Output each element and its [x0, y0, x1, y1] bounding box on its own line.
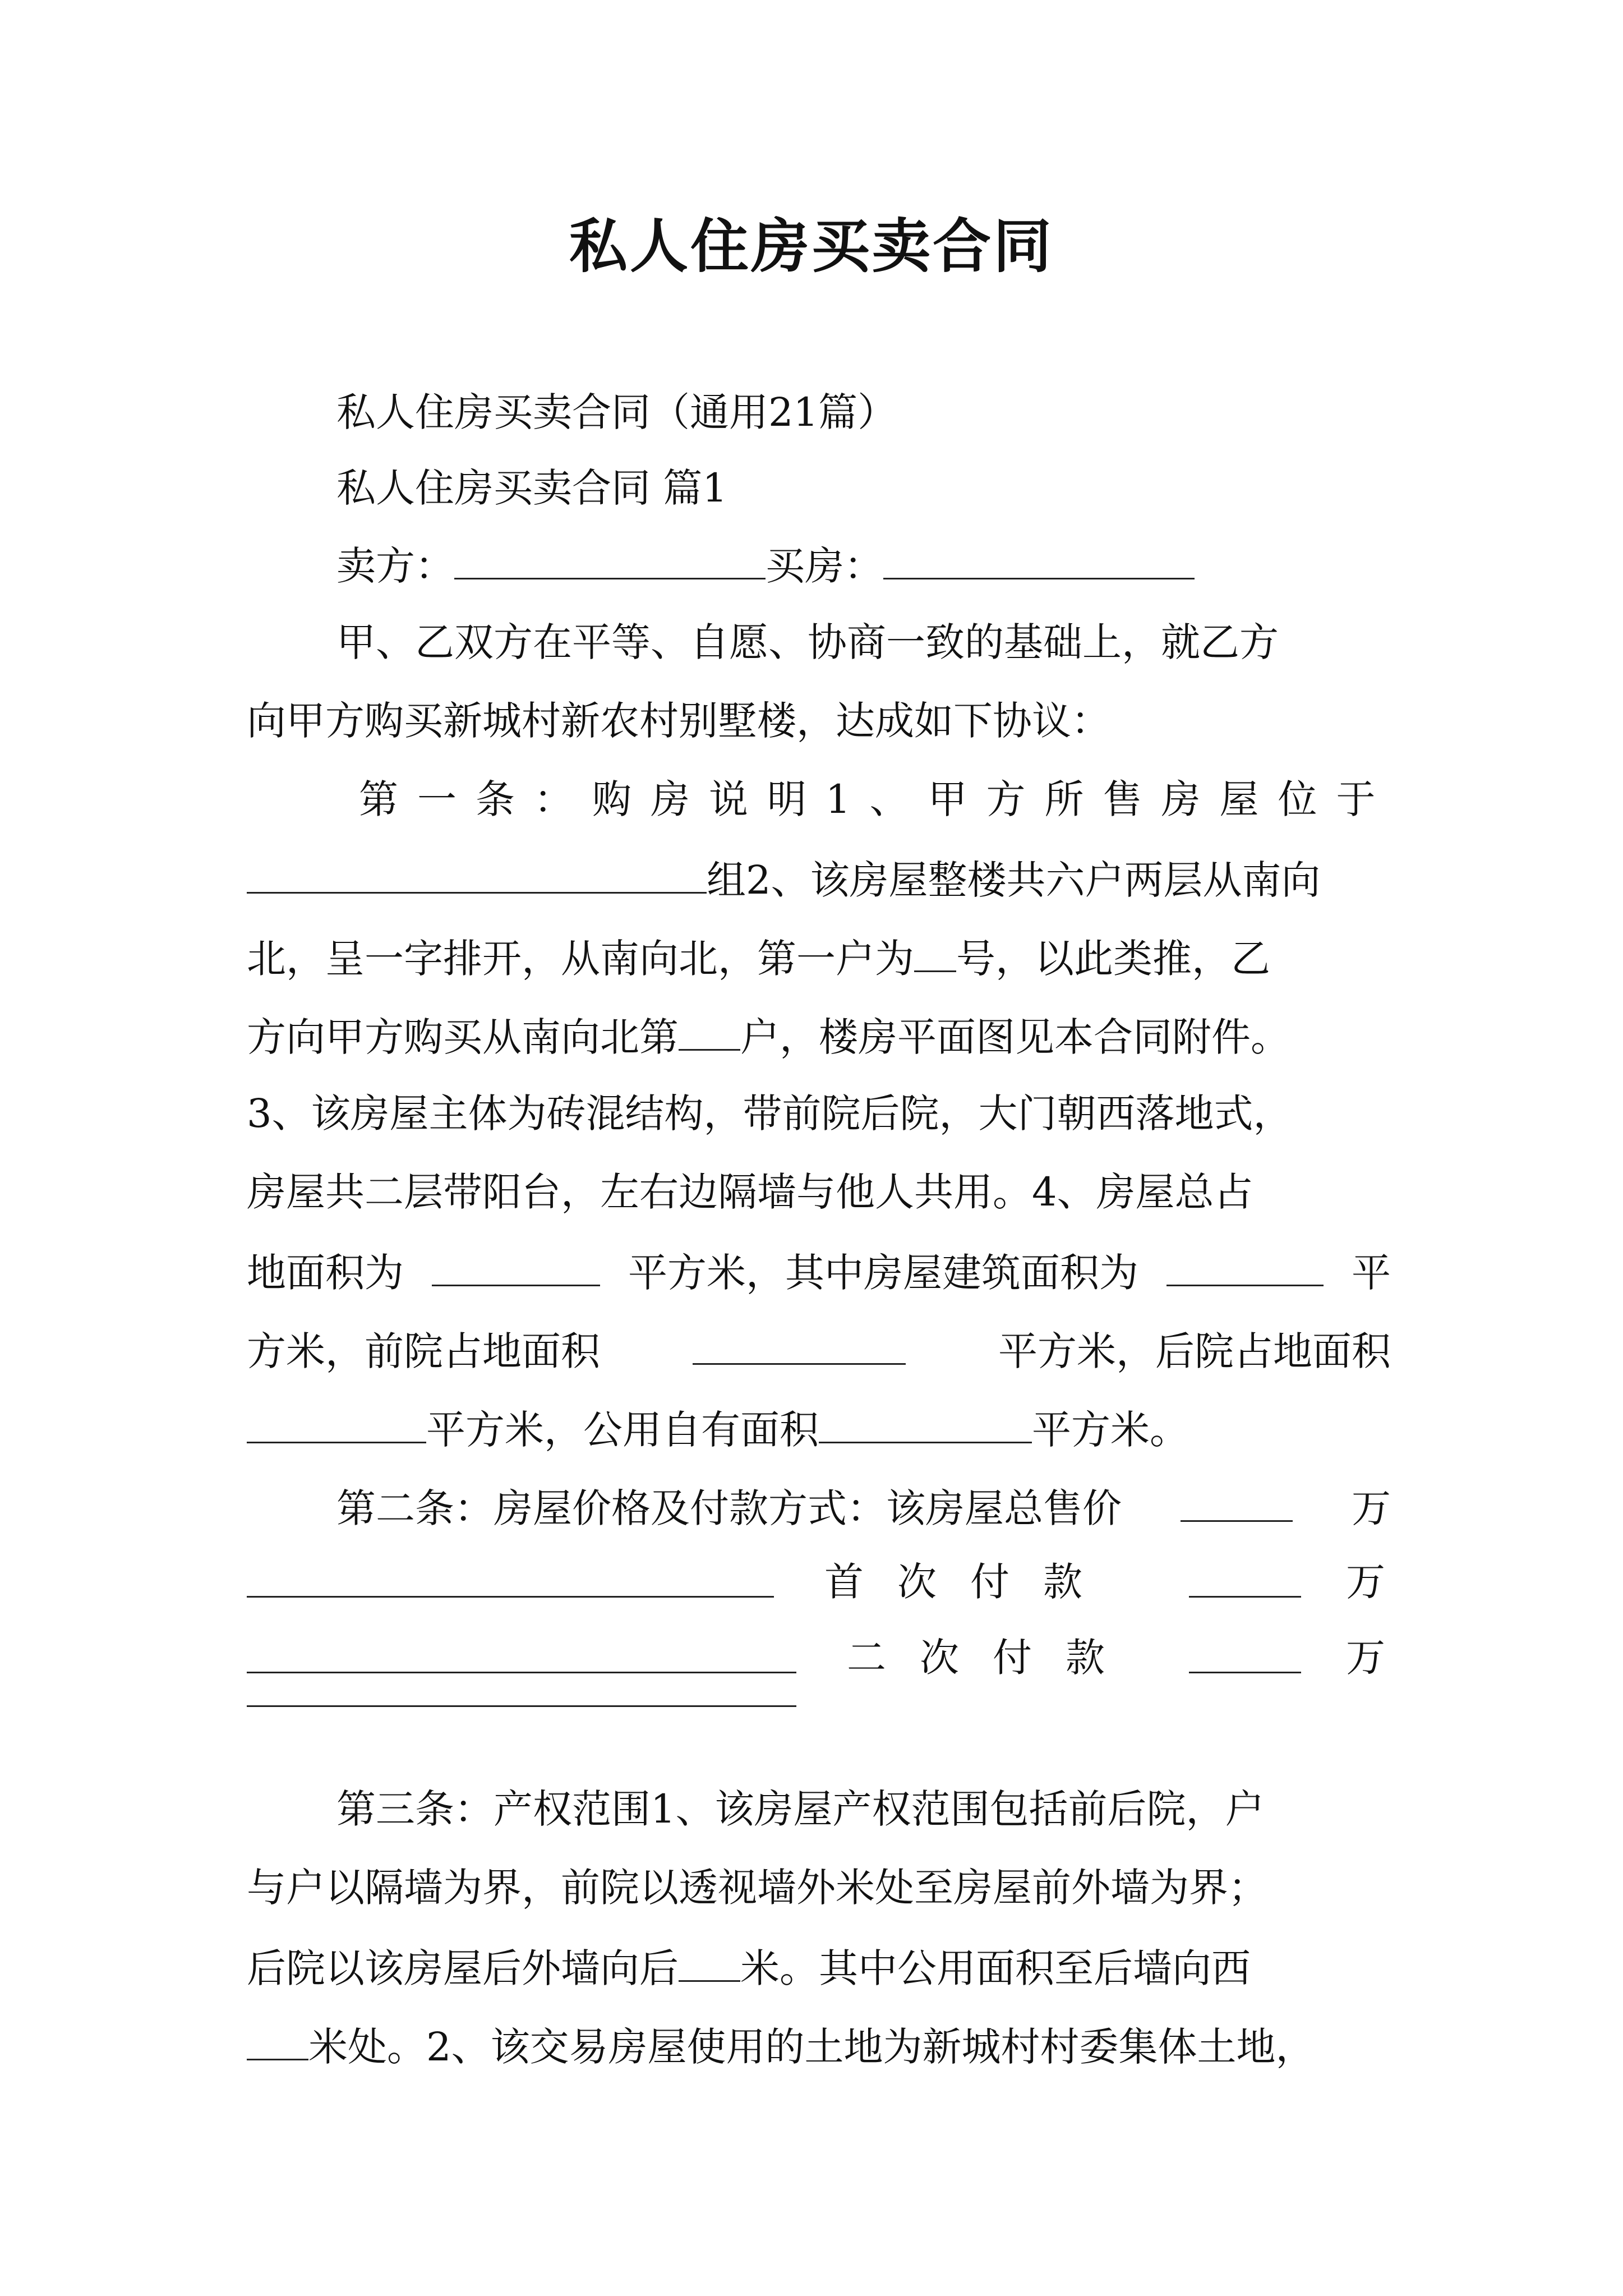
document-title: 私人住房买卖合同	[569, 211, 1054, 280]
paragraph-line: 向甲方购买新城村新农村别墅楼，达成如下协议：	[247, 698, 1110, 744]
text-segment: 平方米，公用自有面积	[426, 1407, 819, 1453]
paragraph-line: 房屋共二层带阳台，左右边隔墙与他人共用。4、房屋总占	[247, 1169, 1253, 1215]
payment-line	[247, 1632, 1391, 1685]
payment-blank	[247, 1632, 796, 1673]
paragraph-line	[247, 853, 1391, 905]
area-blank	[1166, 1245, 1324, 1286]
text-segment: 平	[1352, 1250, 1391, 1296]
area-blank	[432, 1245, 600, 1286]
second-payment-label: 二次付款	[847, 1635, 1138, 1681]
number-blank	[914, 931, 956, 972]
paragraph-line	[247, 931, 1391, 984]
paragraph-line	[247, 2019, 1391, 2072]
party-line	[336, 539, 1391, 591]
price-blank	[1181, 1481, 1293, 1522]
text-segment: 组2、该房屋整楼共六户两层从南向	[707, 857, 1321, 903]
text-segment: 户，楼房平面图见本合同附件。	[740, 1014, 1290, 1060]
area-blank	[693, 1324, 906, 1365]
text-segment: 第三条：产权范围1、该房屋产权范围包括前后院，户	[336, 1786, 1265, 1832]
payment-line	[247, 1557, 1391, 1609]
paragraph-line: 3、该房屋主体为砖混结构，带前院后院，大门朝西落地式，	[247, 1091, 1293, 1137]
text-segment: 第二条：房屋价格及付款方式：该房屋总售价	[336, 1485, 1122, 1531]
text-segment: 方向甲方购买从南向北第	[247, 1014, 679, 1060]
text-segment: 后院以该房屋后外墙向后	[247, 1945, 679, 1991]
text-segment: 甲、乙双方在平等、自愿、协商一致的基础上，就乙方	[336, 619, 1279, 665]
area-blank	[247, 1402, 426, 1443]
text-segment: 北，呈一字排开，从南向北，第一户为	[247, 936, 914, 982]
article-1-heading	[359, 774, 1395, 825]
text-segment: 地面积为	[247, 1250, 404, 1296]
amount-blank	[1189, 1632, 1301, 1673]
seller-blank	[454, 539, 766, 579]
article-2-line	[336, 1481, 1391, 1534]
unit-blank	[679, 1010, 740, 1051]
distance-blank	[679, 1941, 740, 1982]
payment-blank	[247, 1557, 774, 1598]
paragraph-line	[247, 1324, 1391, 1377]
location-blank	[247, 853, 707, 894]
unit-label: 万	[1346, 1559, 1385, 1605]
text-segment: 米处。2、该交易房屋使用的土地为新城村村委集体土地，	[308, 2024, 1315, 2070]
paragraph-line	[247, 1010, 1391, 1062]
first-payment-label: 首次付款	[824, 1559, 1116, 1605]
text-segment: 万	[1352, 1485, 1391, 1531]
paragraph-line: 与户以隔墙为界，前院以透视墙外米处至房屋前外墙为界；	[247, 1865, 1267, 1911]
seller-label: 卖方：	[336, 543, 454, 589]
area-blank	[819, 1402, 1032, 1443]
section-heading: 私人住房买卖合同 篇1	[336, 465, 727, 511]
text-segment: 米。其中公用面积至后墙向西	[740, 1945, 1251, 1991]
text-segment: 方米，前院占地面积	[247, 1328, 600, 1374]
paragraph-line	[247, 1245, 1391, 1298]
distance-blank	[247, 2019, 308, 2060]
text-segment: 平方米，其中房屋建筑面积为	[628, 1250, 1138, 1296]
divider-blank	[247, 1705, 796, 1707]
text-segment: 平方米。	[1032, 1407, 1189, 1453]
buyer-label: 买房：	[766, 543, 883, 589]
contract-subtitle: 私人住房买卖合同（通用21篇）	[336, 389, 897, 435]
text-segment: 号，以此类推，乙	[956, 936, 1270, 982]
buyer-blank	[883, 539, 1195, 579]
paragraph-line	[247, 1941, 1391, 1994]
unit-label: 万	[1346, 1635, 1385, 1681]
text-segment: 平方米，后院占地面积	[998, 1328, 1391, 1374]
article-3-line	[336, 1784, 1391, 1834]
paragraph-line	[336, 617, 1391, 668]
paragraph-line	[247, 1402, 1391, 1455]
text-segment: 第一条：购房说明1、甲方所售房屋位于	[359, 776, 1395, 822]
amount-blank	[1189, 1557, 1301, 1598]
